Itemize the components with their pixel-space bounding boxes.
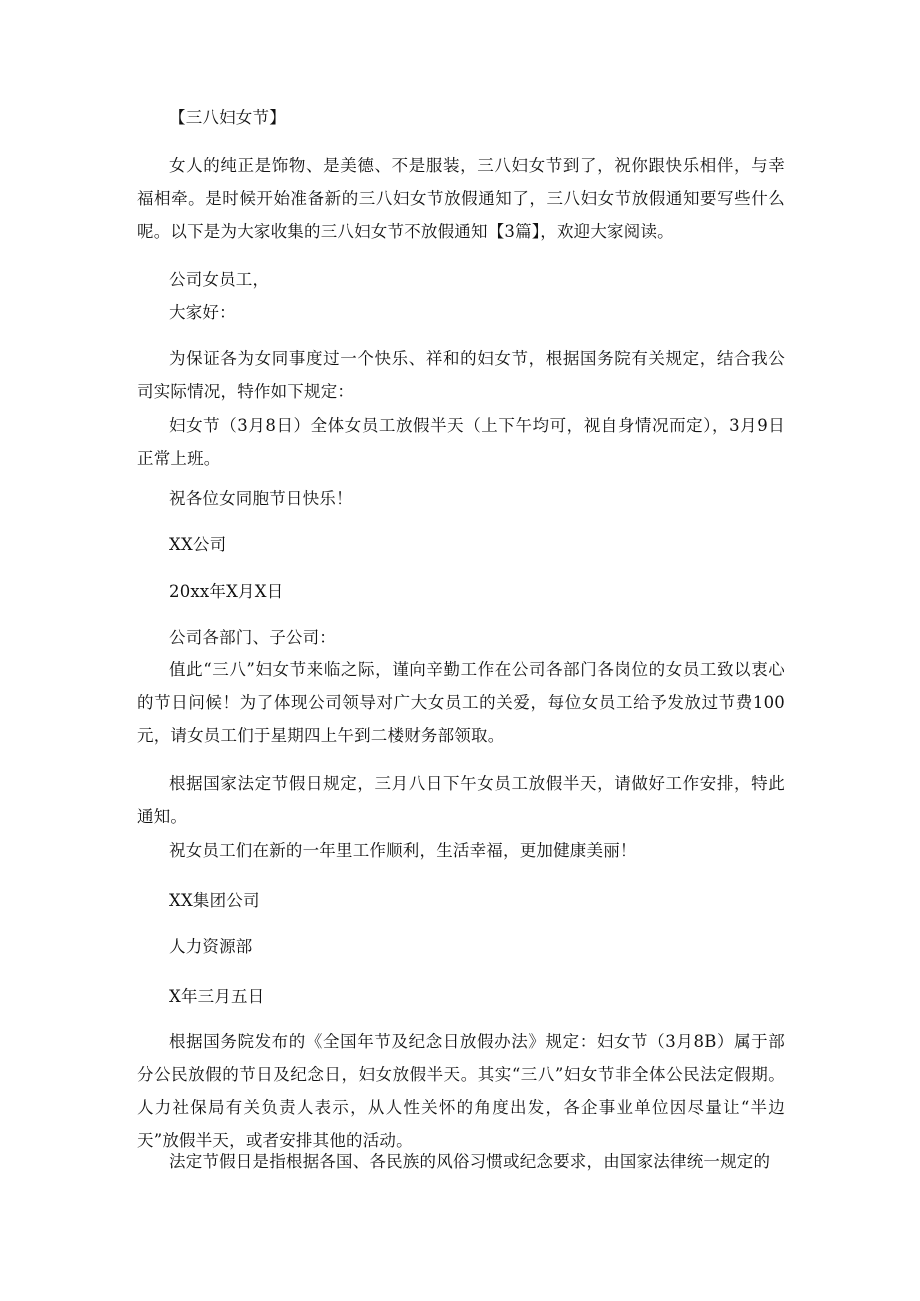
group-company-signature: XX集团公司	[169, 891, 260, 910]
document-heading: 【三八妇女节】	[169, 108, 286, 127]
legal-holiday-paragraph: 法定节假日是指根据各国、各民族的风俗习惯或纪念要求，由国家法律统一规定的	[169, 1152, 771, 1171]
recipients-line: 公司各部门、子公司：	[169, 628, 336, 647]
date-line: 20xx年X月X日	[169, 582, 284, 601]
wishes-line: 祝各位女同胞节日快乐！	[169, 489, 353, 508]
regulation-paragraph: 根据国务院发布的《全国年节及纪念日放假办法》规定：妇女节（3月8B）属于部分公民放假的节日及纪念日，妇女放假半天。其实“三八”妇女节非全体公民法定假期。人力社保局有关负责人表示，从人性关怀的角度出发，各企事业单位因尽量让“半边天”放假半天，或者安排其他的活动。	[137, 1032, 785, 1150]
intro-paragraph: 女人的纯正是饰物、是美德、不是服装，三八妇女节到了，祝你跟快乐相伴，与幸福相牵。是时候开始准备新的三八妇女节放假通知了，三八妇女节放假通知要写些什么呢。以下是为大家收集的三八妇女节不放假通知【3篇】，欢迎大家阅读。	[137, 156, 785, 241]
greeting-paragraph: 值此“三八”妇女节来临之际，谨向辛勤工作在公司各部门各岗位的女员工致以衷心的节日问候！为了体现公司领导对广大女员工的关爱，每位女员工给予发放过节费100元，请女员工们于星期四上午到二楼财务部领取。	[137, 660, 785, 745]
company-signature: XX公司	[169, 535, 227, 554]
department-signature: 人力资源部	[169, 937, 253, 956]
salutation-line: 公司女员工，	[169, 270, 270, 289]
notice-paragraph: 为保证各为女同事度过一个快乐、祥和的妇女节，根据国务院有关规定，结合我公司实际情况，特作如下规定：	[137, 349, 785, 401]
greeting-line: 大家好：	[169, 303, 236, 322]
wishes-paragraph: 祝女员工们在新的一年里工作顺利，生活幸福，更加健康美丽！	[169, 841, 637, 860]
holiday-notice-paragraph: 根据国家法定节假日规定，三月八日下午女员工放假半天，请做好工作安排，特此通知。	[137, 774, 785, 826]
holiday-rule-paragraph: 妇女节（3月8日）全体女员工放假半天（上下午均可，视自身情况而定），3月9日正常上班。	[137, 416, 785, 468]
signature-date: X年三月五日	[169, 987, 265, 1006]
